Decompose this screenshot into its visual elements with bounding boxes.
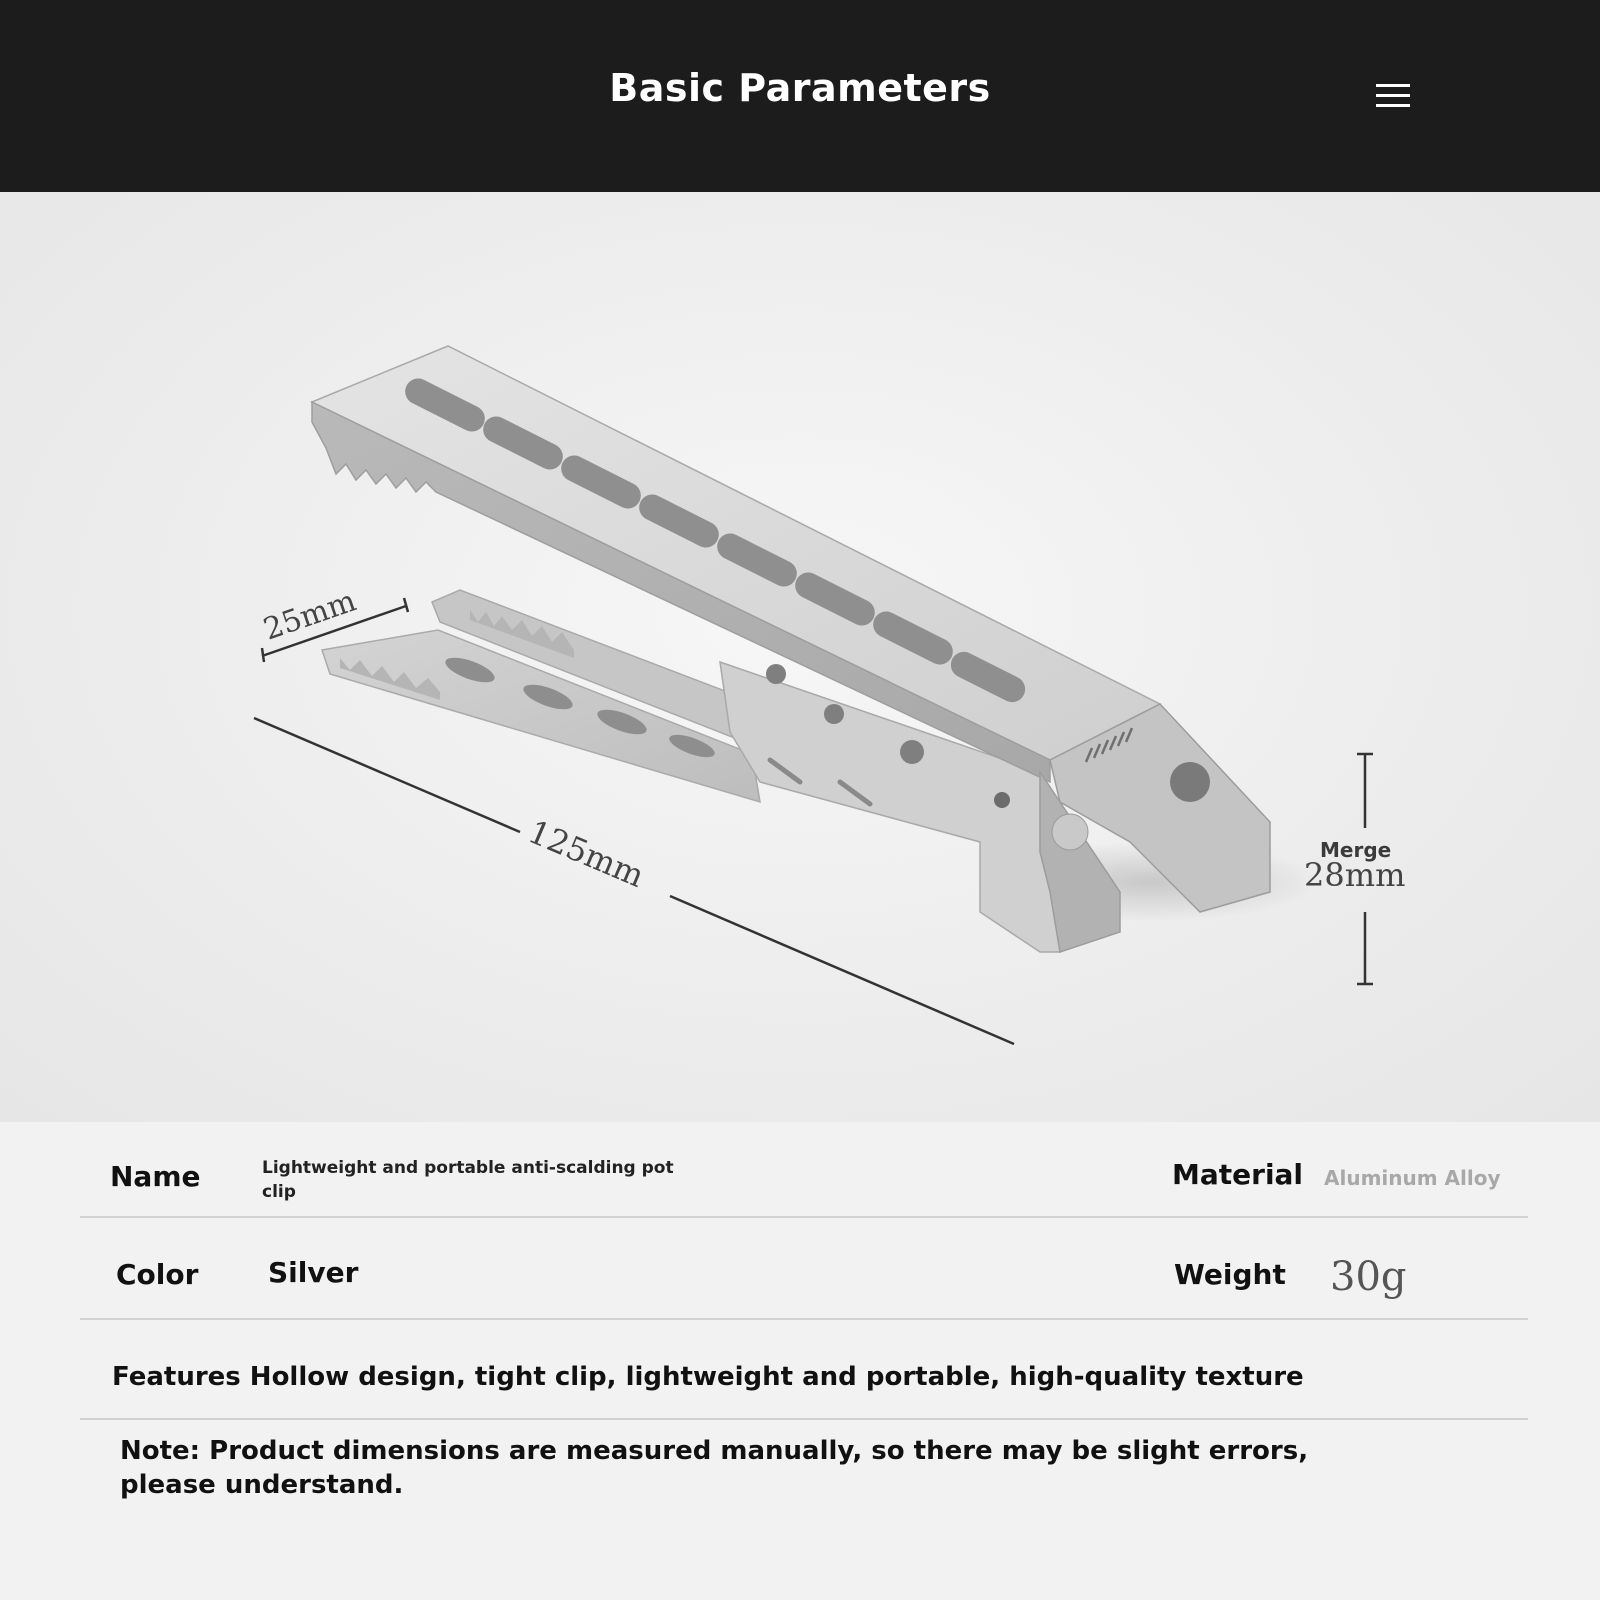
pot-clip-illustration bbox=[0, 192, 1600, 1122]
color-label: Color bbox=[116, 1258, 199, 1291]
color-value: Silver bbox=[268, 1256, 359, 1289]
row-divider bbox=[80, 1216, 1528, 1218]
weight-label: Weight bbox=[1174, 1258, 1286, 1291]
note-text: Note: Product dimensions are measured manually, so there may be slight errors, please understand. bbox=[120, 1436, 1309, 1500]
hamburger-menu-icon[interactable] bbox=[1376, 80, 1412, 112]
name-label: Name bbox=[110, 1160, 201, 1193]
row-divider bbox=[80, 1318, 1528, 1320]
material-label: Material bbox=[1172, 1158, 1304, 1191]
product-photo bbox=[0, 192, 1600, 1122]
dimension-height bbox=[1304, 754, 1405, 984]
weight-value: 30g bbox=[1330, 1254, 1407, 1300]
width-dimension-label: 25mm bbox=[259, 583, 361, 648]
merge-label: Merge bbox=[1320, 838, 1392, 862]
height-dimension-label: 28mm bbox=[1304, 856, 1406, 894]
length-dimension-label: 125mm bbox=[522, 812, 650, 895]
name-value: Lightweight and portable anti-scalding pot clip bbox=[262, 1158, 674, 1202]
row-divider bbox=[80, 1418, 1528, 1420]
material-value: Aluminum Alloy bbox=[1324, 1166, 1501, 1190]
page-title: Basic Parameters bbox=[609, 66, 991, 110]
features-text: Features Hollow design, tight clip, lightweight and portable, high-quality texture bbox=[112, 1362, 1304, 1392]
header-bar bbox=[0, 0, 1600, 192]
